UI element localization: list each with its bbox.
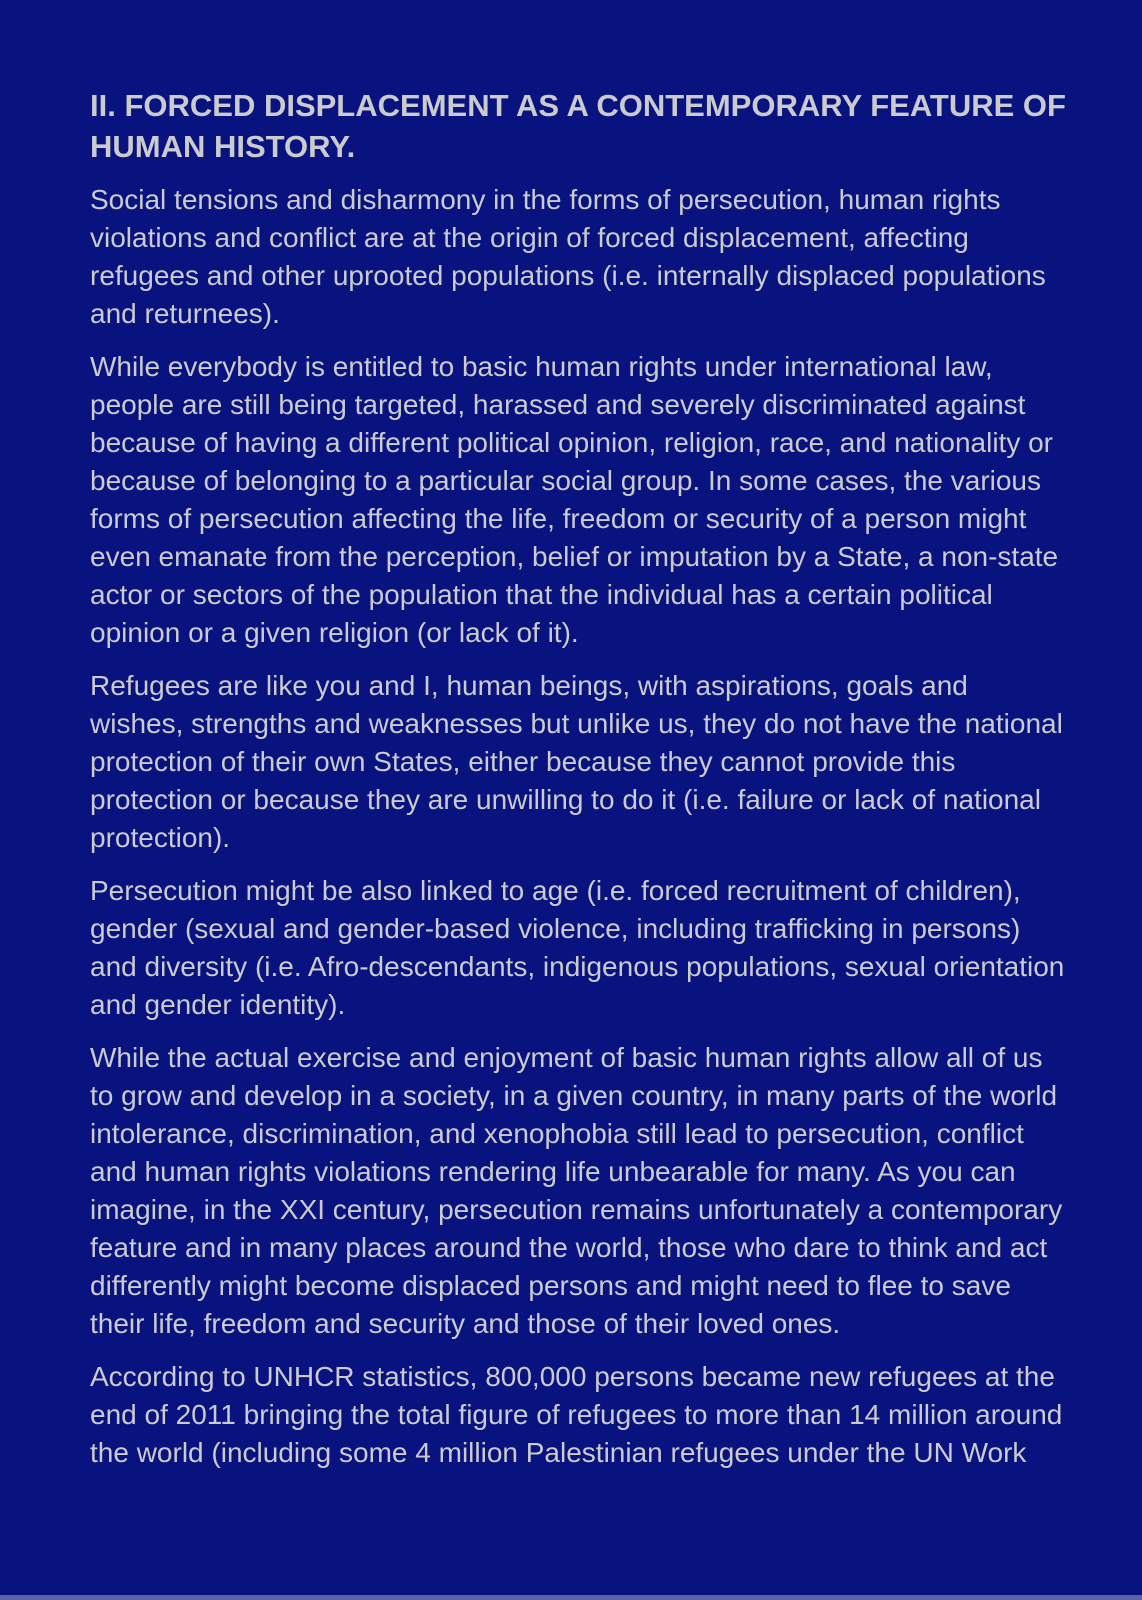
text-line: protection).: [90, 822, 231, 853]
text-line: protection of their own States, either because they cannot provide this: [90, 746, 956, 777]
text-line: According to UNHCR statistics, 800,000 persons became new refugees at the: [90, 1361, 1055, 1392]
paragraph: [90, 1358, 1063, 1472]
text-line: because of having a different political opinion, religion, race, and nationality or: [90, 427, 1053, 458]
text-line: people are still being targeted, harassed and severely discriminated against: [90, 389, 1026, 420]
bottom-edge-strip: [0, 1595, 1142, 1600]
text-line: violations and conflict are at the origin of forced displacement, affecting: [90, 222, 969, 253]
text-line: While the actual exercise and enjoyment of basic human rights allow all of us: [90, 1042, 1043, 1073]
text-line: wishes, strengths and weaknesses but unlike us, they do not have the national: [90, 708, 1063, 739]
body-text: [90, 181, 1065, 1472]
text-line: intolerance, discrimination, and xenophobia still lead to persecution, conflict: [90, 1118, 1024, 1149]
text-line: actor or sectors of the population that the individual has a certain political: [90, 579, 993, 610]
text-line: and gender identity).: [90, 989, 346, 1020]
text-line: and human rights violations rendering life unbearable for many. As you can: [90, 1156, 1016, 1187]
paragraph: [90, 1039, 1063, 1343]
text-line: forms of persecution affecting the life, freedom or security of a person might: [90, 503, 1027, 534]
text-line: to grow and develop in a society, in a given country, in many parts of the world: [90, 1080, 1058, 1111]
text-line: Refugees are like you and I, human beings, with aspirations, goals and: [90, 670, 968, 701]
text-line: feature and in many places around the world, those who dare to think and act: [90, 1232, 1048, 1263]
text-line: refugees and other uprooted populations (i.e. internally displaced populations: [90, 260, 1046, 291]
text-line: because of belonging to a particular social group. In some cases, the various: [90, 465, 1042, 496]
text-line: protection or because they are unwilling to do it (i.e. failure or lack of national: [90, 784, 1041, 815]
text-line: and diversity (i.e. Afro-descendants, indigenous populations, sexual orientation: [90, 951, 1065, 982]
paragraph: [90, 348, 1059, 652]
text-line: opinion or a given religion (or lack of it).: [90, 617, 579, 648]
text-line: HUMAN HISTORY.: [90, 129, 356, 164]
paragraph: [90, 667, 1063, 857]
text-line: even emanate from the perception, belief or imputation by a State, a non-state: [90, 541, 1059, 572]
text-line: Persecution might be also linked to age (i.e. forced recruitment of children),: [90, 875, 1021, 906]
section-heading: [90, 85, 1066, 167]
text-line: end of 2011 bringing the total figure of refugees to more than 14 million around: [90, 1399, 1063, 1430]
text-line: and returnees).: [90, 298, 280, 329]
paragraph: [90, 181, 1046, 333]
text-line: II. FORCED DISPLACEMENT AS A CONTEMPORARY FEATURE OF: [90, 88, 1066, 123]
text-line: the world (including some 4 million Palestinian refugees under the UN Work: [90, 1437, 1027, 1468]
text-line: While everybody is entitled to basic human rights under international law,: [90, 351, 993, 382]
text-line: gender (sexual and gender-based violence, including trafficking in persons): [90, 913, 1021, 944]
text-line: imagine, in the XXI century, persecution remains unfortunately a contemporary: [90, 1194, 1063, 1225]
text-line: their life, freedom and security and those of their loved ones.: [90, 1308, 841, 1339]
text-line: differently might become displaced persons and might need to flee to save: [90, 1270, 1011, 1301]
paragraph: [90, 872, 1065, 1024]
text-line: Social tensions and disharmony in the forms of persecution, human rights: [90, 184, 1001, 215]
